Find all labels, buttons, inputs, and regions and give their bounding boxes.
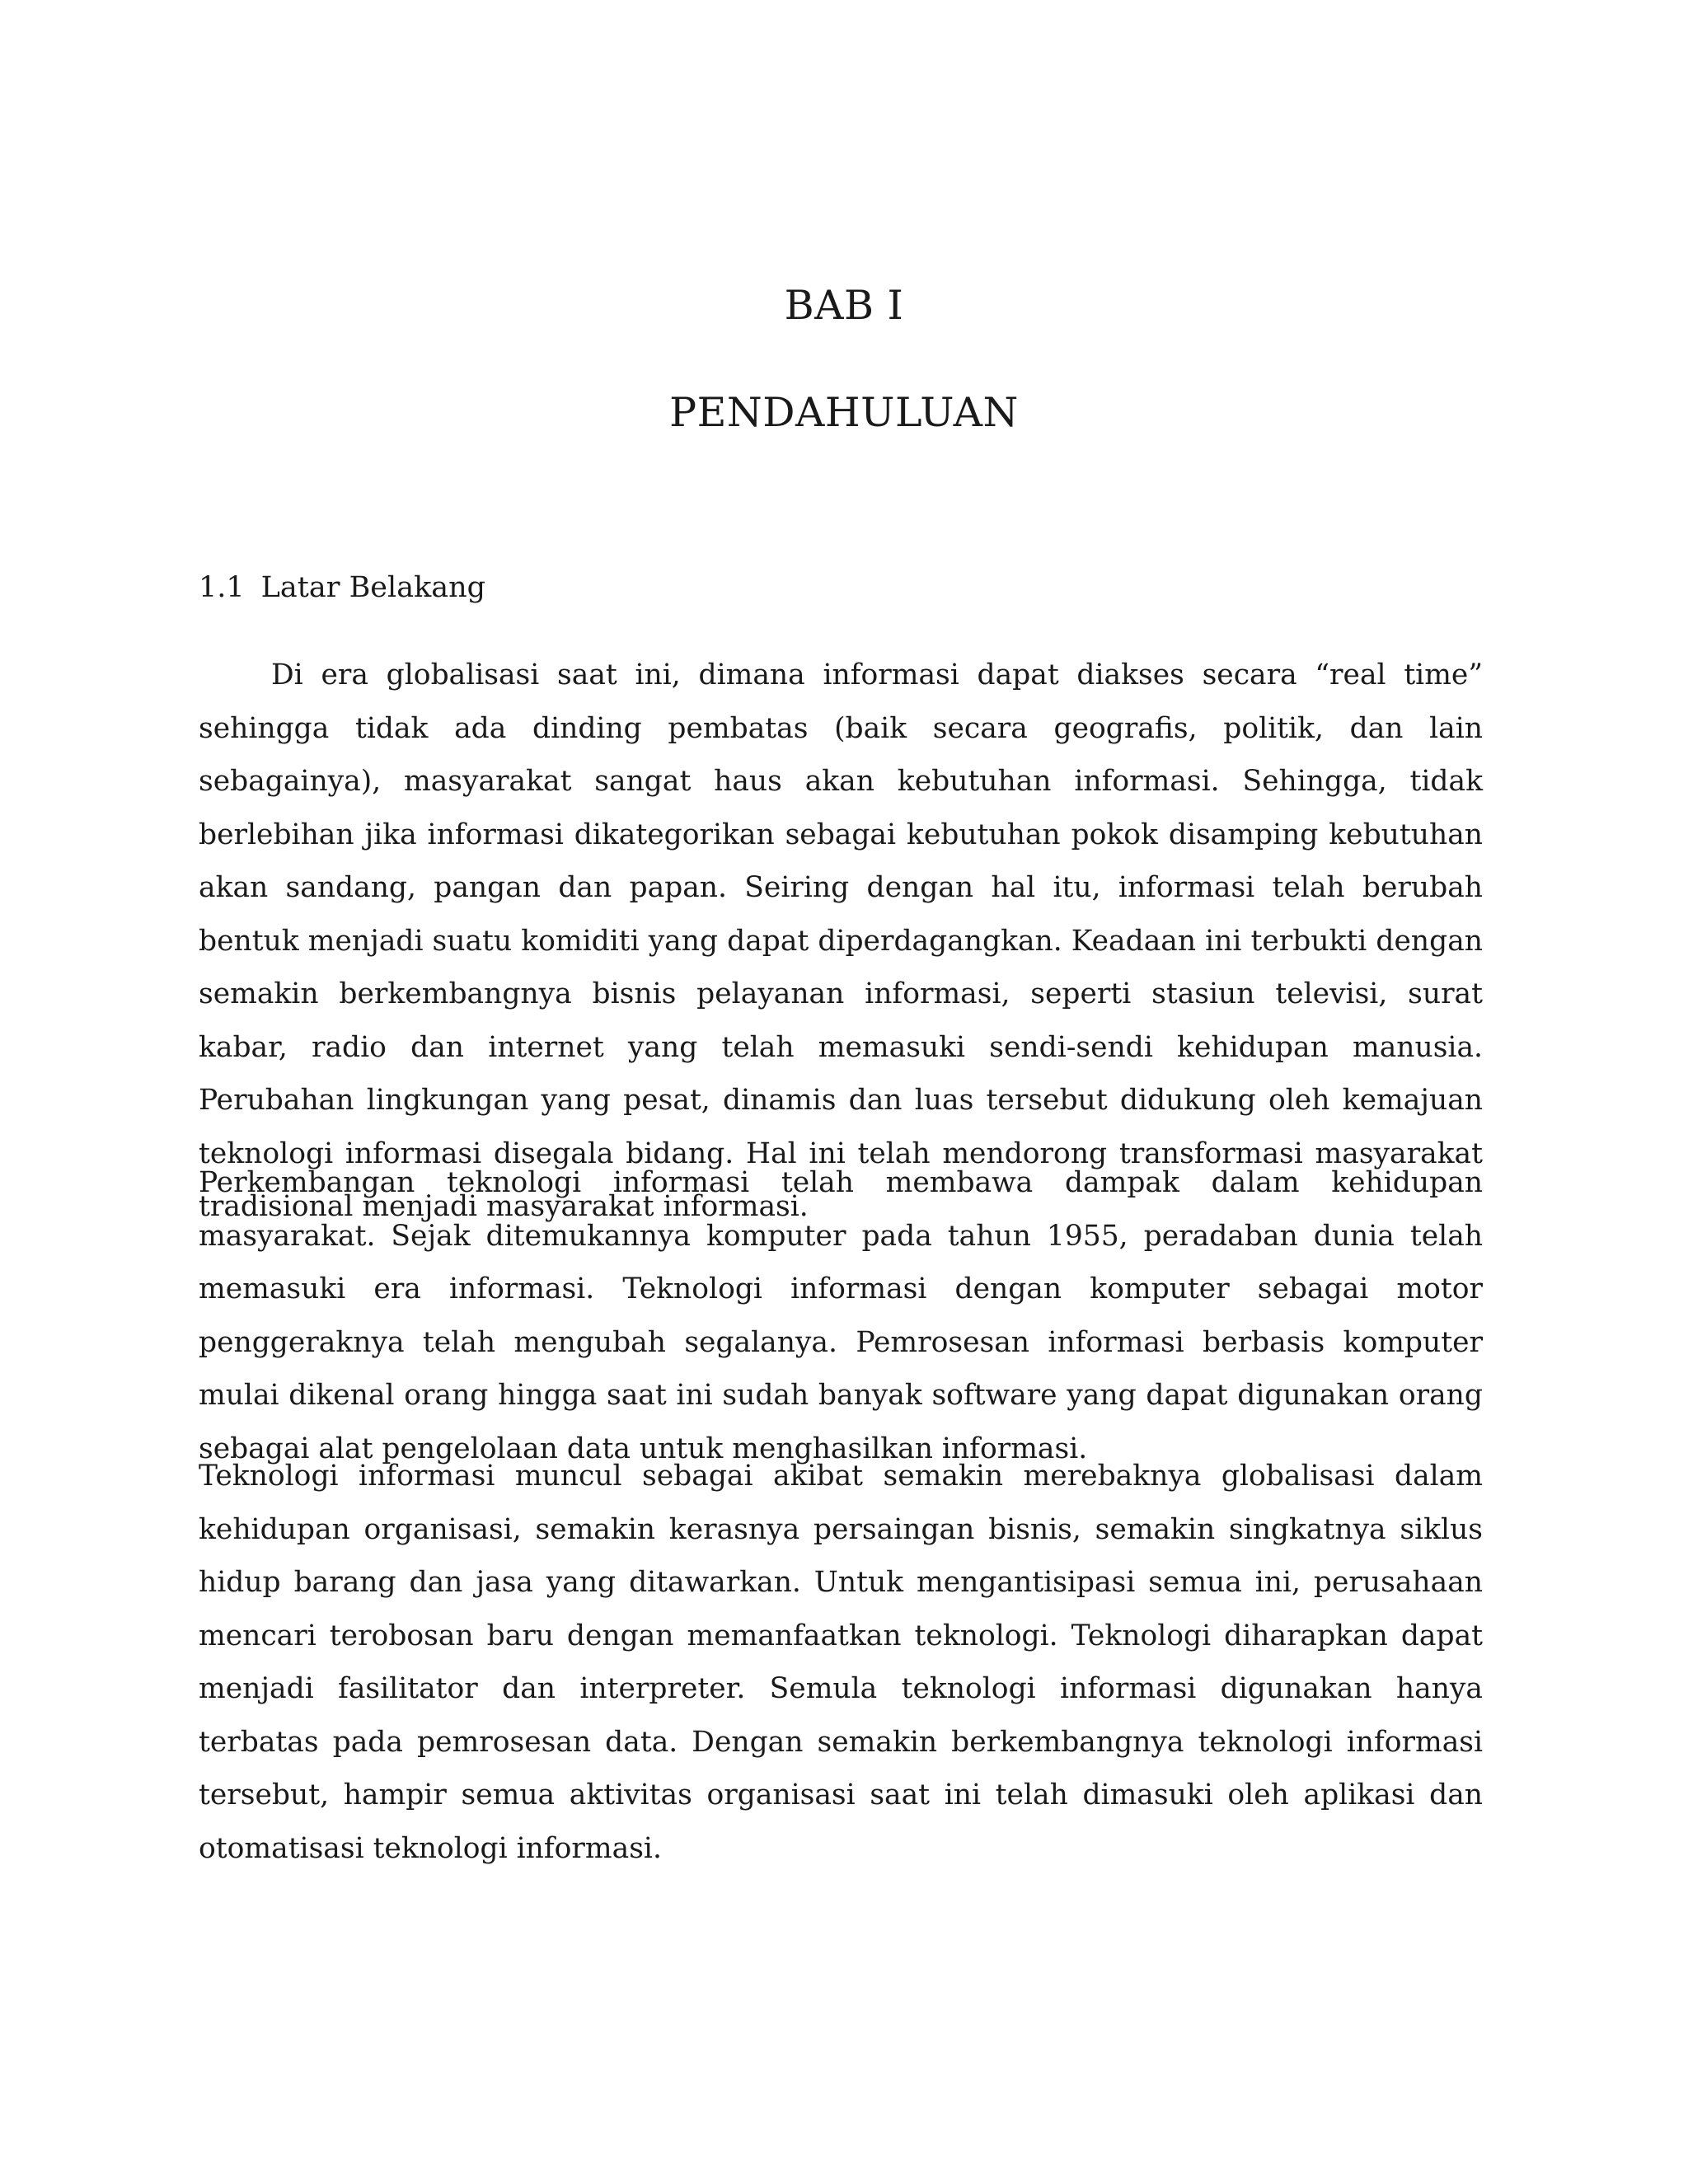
chapter-title: PENDAHULUAN [669,389,1019,436]
section-heading [199,571,485,604]
body-paragraph-2: Perkembangan teknologi informasi telah membawa dampak dalam kehidupan masyarakat. Sejak ditemukannya komputer pada tahun 1955, peradaban dunia telah memasuki era informasi. Teknologi informasi dengan komputer sebagai motor penggeraknya telah mengubah segalanya. Pemrosesan informasi berbasis komputer mulai dikenal orang hingga saat ini sudah banyak software yang dapat digunakan orang sebagai alat pengelolaan data untuk menghasilkan informasi. [199,1166,1483,1465]
body-paragraph-3: Teknologi informasi muncul sebagai akibat semakin merebaknya globalisasi dalam kehidupan organisasi, semakin kerasnya persaingan bisnis, semakin singkatnya siklus hidup barang dan jasa yang ditawarkan. Untuk mengantisipasi semua ini, perusahaan mencari terobosan baru dengan memanfaatkan teknologi. Teknologi diharapkan dapat menjadi fasilitator dan interpreter. Semula teknologi informasi digunakan hanya terbatas pada pemrosesan data. Dengan semakin berkembangnya teknologi informasi tersebut, hampir semua aktivitas organisasi saat ini telah dimasuki oleh aplikasi dan otomatisasi teknologi informasi. [199,1460,1483,1865]
chapter-number: BAB I [784,282,904,329]
section-title: Latar Belakang [260,571,486,604]
section-number: 1.1 [199,571,245,604]
body-paragraph-1: Di era globalisasi saat ini, dimana informasi dapat diakses secara “real time” sehingga tidak ada dinding pembatas (baik secara geografis, politik, dan lain sebagainya), masyarakat sangat haus akan kebutuhan informasi. Sehingga, tidak berlebihan jika informasi dikategorikan sebagai kebutuhan pokok disamping kebutuhan akan sandang, pangan dan papan. Seiring dengan hal itu, informasi telah berubah bentuk menjadi suatu komiditi yang dapat diperdagangkan. Keadaan ini terbukti dengan semakin berkembangnya bisnis pelayanan informasi, seperti stasiun televisi, surat kabar, radio dan internet yang telah memasuki sendi-sendi kehidupan manusia. Perubahan lingkungan yang pesat, dinamis dan luas tersebut didukung oleh kemajuan teknologi informasi disegala bidang. Hal ini telah mendorong transformasi masyarakat tradisional menjadi masyarakat informasi. [199,658,1483,1223]
